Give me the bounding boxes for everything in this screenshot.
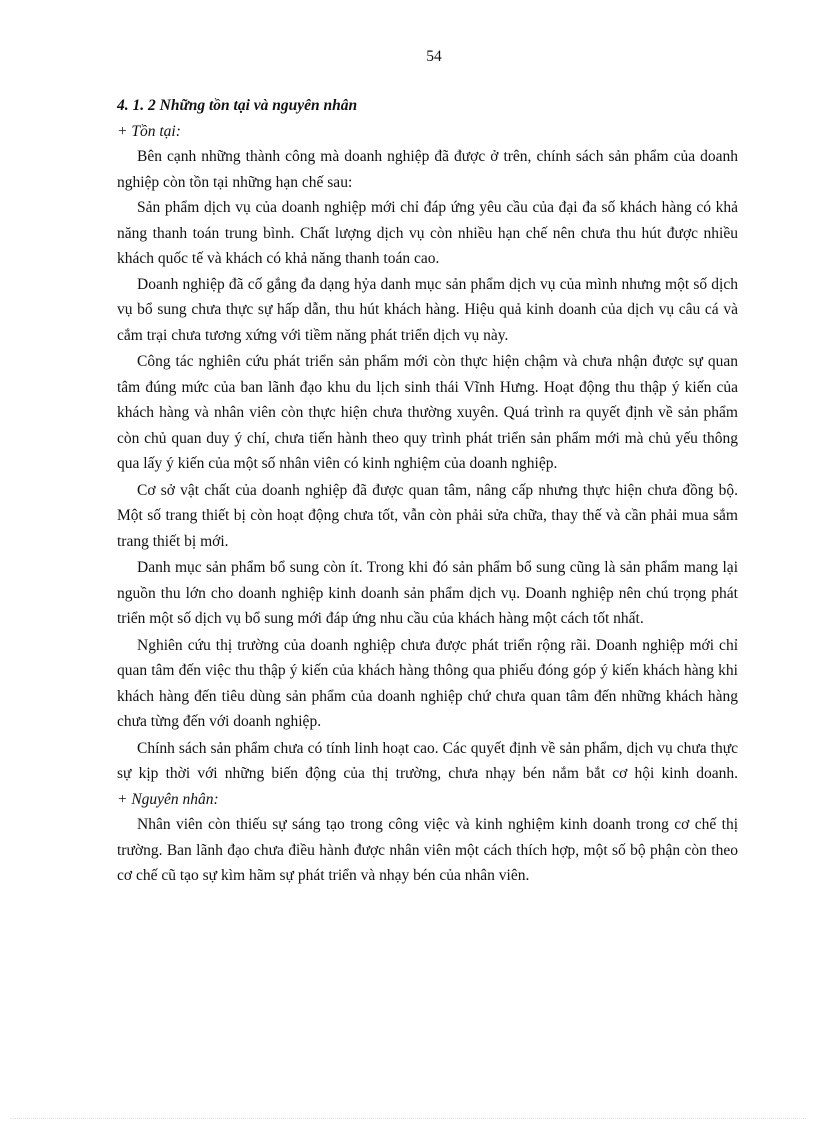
paragraph: Cơ sở vật chất của doanh nghiệp đã được quan tâm, nâng cấp nhưng thực hiện chưa đồng bộ. Một số trang thiết bị còn hoạt động chưa tốt, vẫn còn phải sửa chữa, thay thế và cần phải mua sắm trang thiết bị mới. [117, 481, 738, 550]
existing-issues-label: + Tồn tại: [117, 122, 181, 140]
paragraph: Doanh nghiệp đã cố gắng đa dạng hỷa danh mục sản phẩm dịch vụ của mình nhưng một số dịch vụ bổ sung chưa thực sự hấp dẫn, thu hút khách hàng. Hiệu quả kinh doanh của dịch vụ câu cá và cắm trại chưa tương xứng với tiềm năng phát triển dịch vụ này. [117, 275, 738, 344]
page-number: 54 [426, 48, 442, 65]
paragraph: Sản phẩm dịch vụ của doanh nghiệp mới chỉ đáp ứng yêu cầu của đại đa số khách hàng có khả năng thanh toán trung bình. Chất lượng dịch vụ còn nhiều hạn chế nên chưa thu hút được nhiều khách quốc tế và khách có khả năng thanh toán cao. [117, 199, 738, 267]
paragraph: Nhân viên còn thiếu sự sáng tạo trong công việc và kinh nghiệm kinh doanh trong cơ chế thị trường. Ban lãnh đạo chưa điều hành được nhân viên một cách thích hợp, một số bộ phận còn theo cơ chế cũ tạo sự kìm hãm sự phát triển và nhạy bén của nhân viên. [117, 816, 738, 884]
paragraph: Bên cạnh những thành công mà doanh nghiệp đã được ở trên, chính sách sản phẩm của doanh nghiệp còn tồn tại những hạn chế sau: [117, 148, 738, 191]
paragraph: Chính sách sản phẩm chưa có tính linh hoạt cao. Các quyết định về sản phẩm, dịch vụ chưa thực sự kịp thời với những biến động của thị trường, chưa nhạy bén nắm bắt cơ hội kinh doanh. [117, 739, 738, 782]
causes-label: + Nguyên nhân: [117, 790, 219, 808]
document-body [117, 93, 738, 889]
paragraph: Danh mục sản phẩm bổ sung còn ít. Trong khi đó sản phẩm bổ sung cũng là sản phẩm mang lại nguồn thu lớn cho doanh nghiệp kinh doanh sản phẩm dịch vụ. Doanh nghiệp nên chú trọng phát triển một số dịch vụ bổ sung mới đáp ứng nhu cầu của khách hàng một cách tốt nhất. [117, 559, 738, 627]
section-heading: 4. 1. 2 Những tồn tại và nguyên nhân [117, 97, 358, 114]
paragraph: Công tác nghiên cứu phát triển sản phẩm mới còn thực hiện chậm và chưa nhận được sự quan tâm đúng mức của ban lãnh đạo khu du lịch sinh thái Vĩnh Hưng. Hoạt động thu thập ý kiến của khách hàng và nhân viên còn thực hiện chưa thường xuyên. Quá trình ra quyết định về sản phẩm còn chủ quan duy ý chí, chưa tiến hành theo quy trình phát triển sản phẩm mới mà chủ yếu thông qua lấy ý kiến của một số nhân viên có kinh nghiệm của doanh nghiệp. [117, 353, 738, 472]
paragraph: Nghiên cứu thị trường của doanh nghiệp chưa được phát triển rộng rãi. Doanh nghiệp mới chỉ quan tâm đến việc thu thập ý kiến của khách hàng thông qua phiếu đóng góp ý kiến khách hàng khi khách hàng đến tiêu dùng sản phẩm của doanh nghiệp chứ chưa quan tâm đến những khách hàng chưa từng đến với doanh nghiệp. [117, 636, 738, 730]
page-bottom-divider [10, 1118, 806, 1119]
